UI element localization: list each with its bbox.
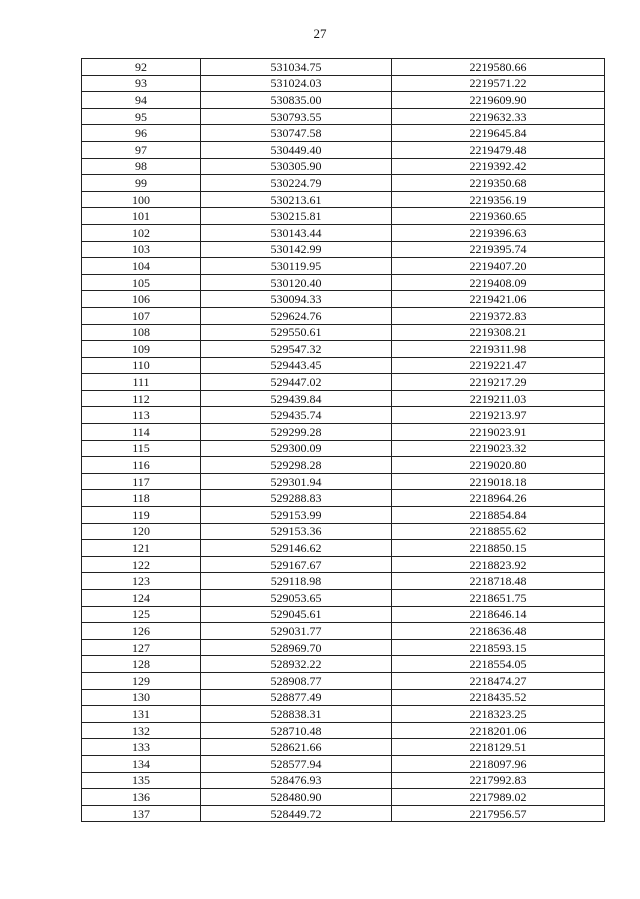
y-coordinate-cell: 2219632.33 <box>392 108 605 125</box>
point-number-cell: 101 <box>82 208 201 225</box>
point-number-cell: 107 <box>82 307 201 324</box>
y-coordinate-cell: 2219350.68 <box>392 175 605 192</box>
table-row <box>82 755 605 772</box>
y-coordinate-cell: 2219396.63 <box>392 224 605 241</box>
x-coordinate-cell: 529547.32 <box>201 341 392 358</box>
point-number-cell: 123 <box>82 573 201 590</box>
y-coordinate-cell: 2219408.09 <box>392 274 605 291</box>
y-coordinate-cell: 2218129.51 <box>392 739 605 756</box>
table-row <box>82 324 605 341</box>
point-number-cell: 117 <box>82 473 201 490</box>
y-coordinate-cell: 2219213.97 <box>392 407 605 424</box>
point-number-cell: 115 <box>82 440 201 457</box>
x-coordinate-cell: 529443.45 <box>201 357 392 374</box>
y-coordinate-cell: 2219211.03 <box>392 390 605 407</box>
point-number-cell: 134 <box>82 755 201 772</box>
table-row <box>82 108 605 125</box>
y-coordinate-cell: 2219221.47 <box>392 357 605 374</box>
x-coordinate-cell: 530120.40 <box>201 274 392 291</box>
x-coordinate-cell: 528449.72 <box>201 805 392 822</box>
table-row <box>82 540 605 557</box>
y-coordinate-cell: 2217989.02 <box>392 789 605 806</box>
x-coordinate-cell: 530213.61 <box>201 191 392 208</box>
point-number-cell: 122 <box>82 556 201 573</box>
point-number-cell: 133 <box>82 739 201 756</box>
table-row <box>82 573 605 590</box>
y-coordinate-cell: 2218718.48 <box>392 573 605 590</box>
y-coordinate-cell: 2219395.74 <box>392 241 605 258</box>
table-row <box>82 689 605 706</box>
y-coordinate-cell: 2218823.92 <box>392 556 605 573</box>
x-coordinate-cell: 530119.95 <box>201 258 392 275</box>
x-coordinate-cell: 529301.94 <box>201 473 392 490</box>
y-coordinate-cell: 2219645.84 <box>392 125 605 142</box>
x-coordinate-cell: 528577.94 <box>201 755 392 772</box>
table-row <box>82 224 605 241</box>
x-coordinate-cell: 529045.61 <box>201 606 392 623</box>
x-coordinate-cell: 531024.03 <box>201 75 392 92</box>
y-coordinate-cell: 2219479.48 <box>392 141 605 158</box>
y-coordinate-cell: 2218474.27 <box>392 672 605 689</box>
table-row <box>82 440 605 457</box>
point-number-cell: 120 <box>82 523 201 540</box>
table-row <box>82 623 605 640</box>
x-coordinate-cell: 530305.90 <box>201 158 392 175</box>
x-coordinate-cell: 529153.36 <box>201 523 392 540</box>
y-coordinate-cell: 2217956.57 <box>392 805 605 822</box>
x-coordinate-cell: 529624.76 <box>201 307 392 324</box>
y-coordinate-cell: 2219018.18 <box>392 473 605 490</box>
table-row <box>82 523 605 540</box>
table-row <box>82 191 605 208</box>
point-number-cell: 135 <box>82 772 201 789</box>
point-number-cell: 94 <box>82 92 201 109</box>
y-coordinate-cell: 2218646.14 <box>392 606 605 623</box>
table-row <box>82 606 605 623</box>
table-row <box>82 706 605 723</box>
x-coordinate-cell: 529146.62 <box>201 540 392 557</box>
y-coordinate-cell: 2218097.96 <box>392 755 605 772</box>
table-row <box>82 424 605 441</box>
table-row <box>82 158 605 175</box>
x-coordinate-cell: 529053.65 <box>201 590 392 607</box>
table-row <box>82 490 605 507</box>
point-number-cell: 98 <box>82 158 201 175</box>
table-row <box>82 390 605 407</box>
table-row <box>82 672 605 689</box>
y-coordinate-cell: 2219407.20 <box>392 258 605 275</box>
y-coordinate-cell: 2218850.15 <box>392 540 605 557</box>
table-row <box>82 805 605 822</box>
x-coordinate-cell: 528932.22 <box>201 656 392 673</box>
x-coordinate-cell: 529550.61 <box>201 324 392 341</box>
y-coordinate-cell: 2219356.19 <box>392 191 605 208</box>
point-number-cell: 126 <box>82 623 201 640</box>
y-coordinate-cell: 2219023.91 <box>392 424 605 441</box>
y-coordinate-cell: 2219571.22 <box>392 75 605 92</box>
point-number-cell: 125 <box>82 606 201 623</box>
x-coordinate-cell: 529298.28 <box>201 457 392 474</box>
x-coordinate-cell: 530215.81 <box>201 208 392 225</box>
table-row <box>82 590 605 607</box>
x-coordinate-cell: 528877.49 <box>201 689 392 706</box>
table-row <box>82 772 605 789</box>
table-row <box>82 639 605 656</box>
table-row <box>82 241 605 258</box>
point-number-cell: 92 <box>82 59 201 76</box>
point-number-cell: 103 <box>82 241 201 258</box>
table-row <box>82 59 605 76</box>
point-number-cell: 110 <box>82 357 201 374</box>
point-number-cell: 112 <box>82 390 201 407</box>
y-coordinate-cell: 2218855.62 <box>392 523 605 540</box>
point-number-cell: 116 <box>82 457 201 474</box>
point-number-cell: 93 <box>82 75 201 92</box>
table-row <box>82 141 605 158</box>
y-coordinate-cell: 2219392.42 <box>392 158 605 175</box>
point-number-cell: 104 <box>82 258 201 275</box>
x-coordinate-cell: 529439.84 <box>201 390 392 407</box>
y-coordinate-cell: 2218435.52 <box>392 689 605 706</box>
y-coordinate-cell: 2219020.80 <box>392 457 605 474</box>
y-coordinate-cell: 2219372.83 <box>392 307 605 324</box>
x-coordinate-cell: 528969.70 <box>201 639 392 656</box>
y-coordinate-cell: 2219421.06 <box>392 291 605 308</box>
y-coordinate-cell: 2218636.48 <box>392 623 605 640</box>
table-row <box>82 789 605 806</box>
point-number-cell: 106 <box>82 291 201 308</box>
point-number-cell: 111 <box>82 374 201 391</box>
y-coordinate-cell: 2219580.66 <box>392 59 605 76</box>
table-row <box>82 457 605 474</box>
y-coordinate-cell: 2218651.75 <box>392 590 605 607</box>
table-row <box>82 291 605 308</box>
point-number-cell: 130 <box>82 689 201 706</box>
y-coordinate-cell: 2219023.32 <box>392 440 605 457</box>
y-coordinate-cell: 2218201.06 <box>392 722 605 739</box>
y-coordinate-cell: 2219311.98 <box>392 341 605 358</box>
x-coordinate-cell: 530142.99 <box>201 241 392 258</box>
table-row <box>82 125 605 142</box>
y-coordinate-cell: 2218554.05 <box>392 656 605 673</box>
x-coordinate-cell: 530747.58 <box>201 125 392 142</box>
point-number-cell: 132 <box>82 722 201 739</box>
y-coordinate-cell: 2219217.29 <box>392 374 605 391</box>
y-coordinate-cell: 2218593.15 <box>392 639 605 656</box>
table-row <box>82 75 605 92</box>
point-number-cell: 97 <box>82 141 201 158</box>
point-number-cell: 121 <box>82 540 201 557</box>
table-row <box>82 307 605 324</box>
x-coordinate-cell: 529299.28 <box>201 424 392 441</box>
y-coordinate-cell: 2219308.21 <box>392 324 605 341</box>
y-coordinate-cell: 2218854.84 <box>392 507 605 524</box>
table-row <box>82 208 605 225</box>
table-row <box>82 357 605 374</box>
x-coordinate-cell: 529288.83 <box>201 490 392 507</box>
page-number: 27 <box>313 26 327 41</box>
table-row <box>82 739 605 756</box>
table-row <box>82 722 605 739</box>
point-number-cell: 131 <box>82 706 201 723</box>
point-number-cell: 109 <box>82 341 201 358</box>
table-row <box>82 274 605 291</box>
point-number-cell: 114 <box>82 424 201 441</box>
coordinates-table <box>81 58 605 822</box>
point-number-cell: 124 <box>82 590 201 607</box>
x-coordinate-cell: 528480.90 <box>201 789 392 806</box>
x-coordinate-cell: 528476.93 <box>201 772 392 789</box>
x-coordinate-cell: 530094.33 <box>201 291 392 308</box>
table-row <box>82 341 605 358</box>
point-number-cell: 119 <box>82 507 201 524</box>
x-coordinate-cell: 530835.00 <box>201 92 392 109</box>
coordinates-table-body <box>82 59 605 822</box>
point-number-cell: 100 <box>82 191 201 208</box>
x-coordinate-cell: 529447.02 <box>201 374 392 391</box>
x-coordinate-cell: 528621.66 <box>201 739 392 756</box>
x-coordinate-cell: 528908.77 <box>201 672 392 689</box>
x-coordinate-cell: 529118.98 <box>201 573 392 590</box>
point-number-cell: 113 <box>82 407 201 424</box>
point-number-cell: 137 <box>82 805 201 822</box>
y-coordinate-cell: 2218964.26 <box>392 490 605 507</box>
x-coordinate-cell: 528710.48 <box>201 722 392 739</box>
x-coordinate-cell: 528838.31 <box>201 706 392 723</box>
y-coordinate-cell: 2217992.83 <box>392 772 605 789</box>
table-row <box>82 473 605 490</box>
point-number-cell: 118 <box>82 490 201 507</box>
point-number-cell: 99 <box>82 175 201 192</box>
point-number-cell: 128 <box>82 656 201 673</box>
point-number-cell: 127 <box>82 639 201 656</box>
y-coordinate-cell: 2219360.65 <box>392 208 605 225</box>
x-coordinate-cell: 529300.09 <box>201 440 392 457</box>
table-row <box>82 175 605 192</box>
x-coordinate-cell: 530449.40 <box>201 141 392 158</box>
table-row <box>82 92 605 109</box>
point-number-cell: 105 <box>82 274 201 291</box>
y-coordinate-cell: 2219609.90 <box>392 92 605 109</box>
x-coordinate-cell: 530793.55 <box>201 108 392 125</box>
table-row <box>82 374 605 391</box>
point-number-cell: 108 <box>82 324 201 341</box>
x-coordinate-cell: 529167.67 <box>201 556 392 573</box>
point-number-cell: 102 <box>82 224 201 241</box>
table-row <box>82 407 605 424</box>
x-coordinate-cell: 530143.44 <box>201 224 392 241</box>
table-row <box>82 507 605 524</box>
x-coordinate-cell: 529153.99 <box>201 507 392 524</box>
x-coordinate-cell: 529031.77 <box>201 623 392 640</box>
table-row <box>82 556 605 573</box>
y-coordinate-cell: 2218323.25 <box>392 706 605 723</box>
point-number-cell: 95 <box>82 108 201 125</box>
point-number-cell: 96 <box>82 125 201 142</box>
table-row <box>82 258 605 275</box>
x-coordinate-cell: 530224.79 <box>201 175 392 192</box>
point-number-cell: 136 <box>82 789 201 806</box>
table-row <box>82 656 605 673</box>
x-coordinate-cell: 531034.75 <box>201 59 392 76</box>
x-coordinate-cell: 529435.74 <box>201 407 392 424</box>
point-number-cell: 129 <box>82 672 201 689</box>
